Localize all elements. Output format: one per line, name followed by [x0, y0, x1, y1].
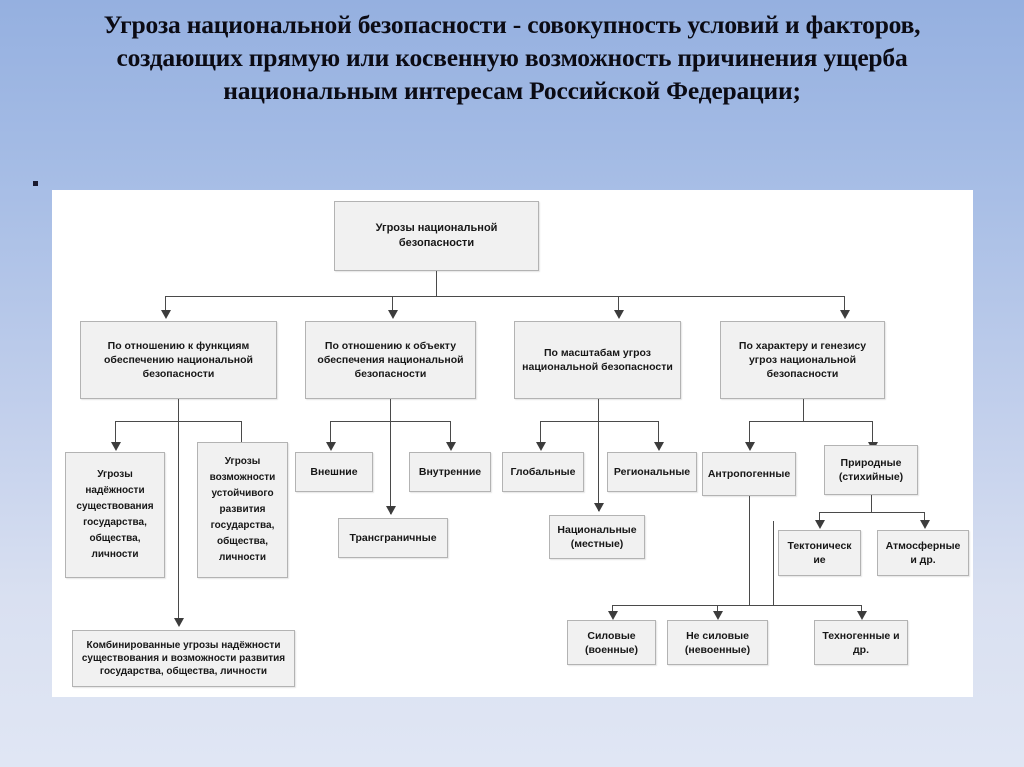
arrow-anthro-force [608, 611, 618, 620]
arrow-b1-combined [174, 618, 184, 627]
arrow-branch-1 [161, 310, 171, 319]
arrow-anthro-nonforce [713, 611, 723, 620]
arrow-b3-right [654, 442, 664, 451]
node-tectonic-label: Тектоническ ие [787, 540, 852, 566]
connector-b3-stem [598, 399, 599, 421]
arrow-natural-right [920, 520, 930, 529]
arrow-b3-left [536, 442, 546, 451]
arrow-branch-4 [840, 310, 850, 319]
node-combined[interactable] [72, 630, 295, 687]
node-national-label: Национальные (местные) [557, 524, 637, 550]
node-regional[interactable] [607, 452, 697, 492]
node-root[interactable] [334, 201, 539, 271]
branch-node-object[interactable] [305, 321, 476, 399]
node-nonforce-label: Не силовые (невоенные) [684, 629, 751, 656]
branch-node-genesis[interactable] [720, 321, 885, 399]
branch-node-scale-label: По масштабам угроз национальной безопасности [522, 347, 673, 373]
arrow-natural-left [815, 520, 825, 529]
node-reliability-label: Угрозы надёжности существования государства, общества, личности [76, 469, 154, 560]
node-tectonic[interactable] [778, 530, 861, 576]
node-national[interactable] [549, 515, 645, 559]
node-external-label: Внешние [310, 466, 358, 478]
node-combined-label: Комбинированные угрозы надёжности существования и возможности развития государства, общества, личности [81, 640, 286, 677]
arrow-branch-3 [614, 310, 624, 319]
connector-b3-center-down [598, 421, 599, 511]
bullet-dot-marker [33, 181, 38, 186]
node-regional-label: Региональные [613, 466, 691, 478]
connector-b2-center-down [390, 421, 391, 514]
connector-b1-stem [178, 399, 179, 421]
page-title: Угроза национальной безопасности - совокупность условий и факторов, создающих прямую или косвенную возможность причинения ущерба национальным интересам Российской Федерации; [103, 10, 921, 105]
node-force-label: Силовые (военные) [584, 629, 639, 656]
node-atmospheric[interactable] [877, 530, 969, 576]
node-root-label: Угрозы национальной безопасности [375, 222, 498, 249]
connector-b4-stem [803, 399, 804, 421]
connector-b3-bus [540, 421, 658, 422]
connector-anthro-stem-inner [773, 521, 774, 605]
connector-natural-stem [871, 495, 872, 512]
node-internal-label: Внутренние [418, 466, 482, 478]
connector-root-stem [436, 271, 437, 296]
node-transborder[interactable] [338, 518, 448, 558]
node-anthropogenic-label: Антропогенные [707, 468, 791, 480]
arrow-b2-left [326, 442, 336, 451]
node-external[interactable] [295, 452, 373, 492]
node-technogenic[interactable] [814, 620, 908, 665]
node-transborder-label: Трансграничные [349, 532, 437, 544]
diagram-panel [52, 190, 973, 697]
connector-natural-bus [819, 512, 924, 513]
node-reliability[interactable] [65, 452, 165, 578]
connector-anthro-elbow [773, 521, 774, 522]
node-force[interactable] [567, 620, 656, 665]
connector-level1-bus [165, 296, 844, 297]
branch-node-genesis-label: По характеру и генезису угроз национальной безопасности [738, 340, 867, 380]
node-development[interactable] [197, 442, 288, 578]
connector-b2-stem [390, 399, 391, 421]
arrow-branch-2 [388, 310, 398, 319]
node-anthropogenic[interactable] [702, 452, 796, 496]
arrow-b1-left [111, 442, 121, 451]
arrow-anthro-technogenic [857, 611, 867, 620]
node-global-label: Глобальные [510, 466, 576, 478]
node-internal[interactable] [409, 452, 491, 492]
branch-node-scale[interactable] [514, 321, 681, 399]
arrow-b3-national [594, 503, 604, 512]
node-natural-label: Природные (стихийные) [838, 457, 904, 483]
arrow-b2-right [446, 442, 456, 451]
node-development-label: Угрозы возможности устойчивого развития государства, общества, личности [209, 456, 276, 563]
node-nonforce[interactable] [667, 620, 768, 665]
connector-anthro-stem-outer [749, 496, 750, 605]
connector-b4-bus [749, 421, 872, 422]
branch-node-functions-label: По отношению к функциям обеспечению национальной безопасности [104, 340, 253, 380]
branch-node-object-label: По отношению к объекту обеспечения национальной безопасности [317, 340, 464, 380]
branch-node-functions[interactable] [80, 321, 277, 399]
node-technogenic-label: Техногенные и др. [822, 629, 900, 656]
arrow-b2-transborder [386, 506, 396, 515]
arrow-b4-left [745, 442, 755, 451]
node-atmospheric-label: Атмосферные и др. [885, 540, 961, 566]
node-global[interactable] [502, 452, 584, 492]
connector-b1-center-down [178, 421, 179, 625]
node-natural[interactable] [824, 445, 918, 495]
connector-anthro-bus [612, 605, 861, 606]
